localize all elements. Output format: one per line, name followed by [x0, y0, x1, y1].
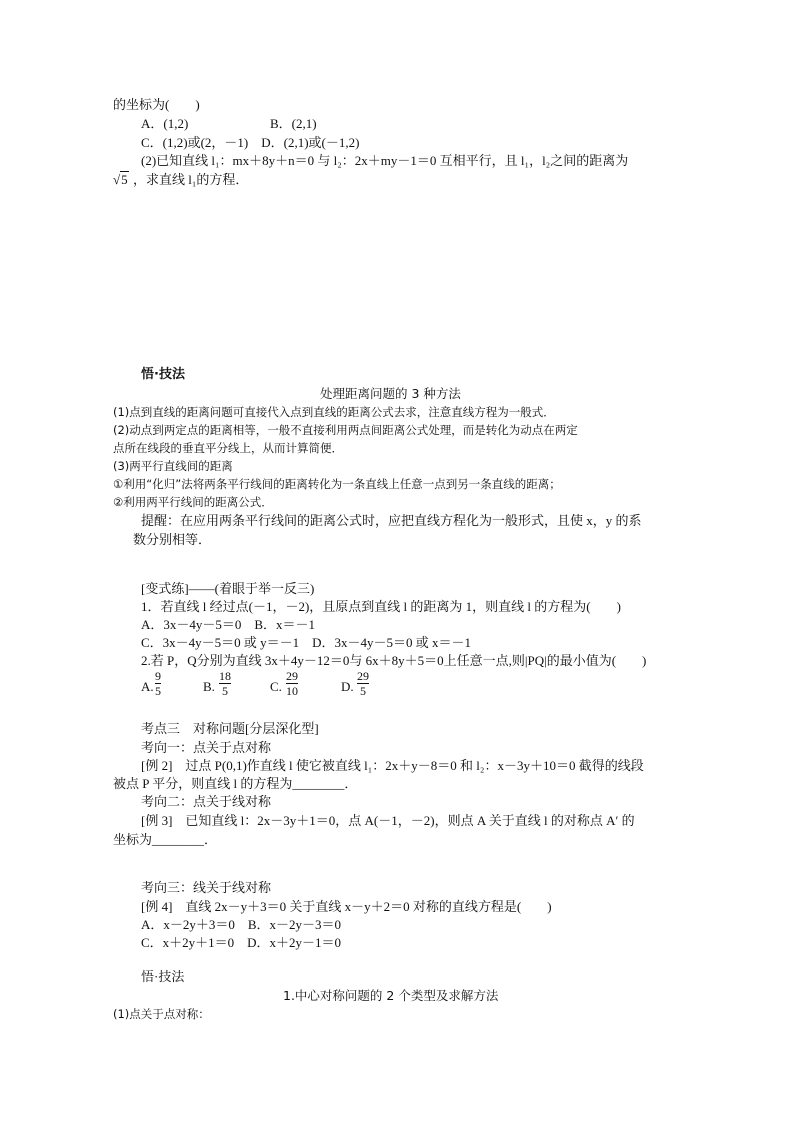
option-label: C.	[270, 679, 282, 694]
practice-q1: 1．若直线 l 经过点(－1，－2)，且原点到直线 l 的距离为 1，则直线 l 的方程为( )	[141, 599, 621, 614]
method-item-3: (3)两平行直线间的距离	[113, 459, 233, 473]
fraction-numerator: 18	[219, 669, 231, 683]
question-2-line-1: (2)已知直线 l₁：mx＋8y＋n＝0 与 l₂：2x＋my－1＝0 互相平行，且 l₁，l₂之间的距离为	[141, 153, 629, 168]
fraction-denominator: 10	[286, 684, 298, 698]
option-a: A．(1,2)	[141, 116, 189, 131]
option-label: B.	[203, 679, 215, 694]
fraction-numerator: 29	[357, 669, 369, 683]
method2-item-1: (1)点关于点对称：	[113, 1007, 210, 1021]
fraction-numerator: 29	[286, 669, 298, 683]
fraction-a	[155, 669, 161, 698]
practice-q1-options-cd: C．3x－4y－5＝0 或 y＝－1 D．3x－4y－5＝0 或 x＝－1	[141, 635, 472, 650]
fraction-denominator: 5	[360, 684, 366, 698]
section-heading: 悟·技法	[141, 367, 185, 382]
tip-line-1: 提醒：在应用两条平行线间的距离公式时，应把直线方程化为一般形式，且使 x，y 的系	[141, 513, 642, 528]
options-c-d: C．(1,2)或(2，－1) D．(2,1)或(－1,2)	[141, 135, 360, 150]
option-label: D.	[341, 679, 354, 694]
fraction-d	[357, 669, 369, 698]
method-title: 处理距离问题的 3 种方法	[320, 386, 461, 401]
option-label: A.	[141, 679, 154, 694]
example-4-options-cd: C．x＋2y＋1＝0 D．x＋2y－1＝0	[141, 935, 342, 950]
option-b: B．(2,1)	[270, 116, 317, 131]
practice-header: [变式练]——(着眼于举一反三)	[141, 581, 315, 596]
question-2-line-2: ，求直线 l₁的方程．	[133, 172, 249, 187]
practice-q2-option-d	[341, 678, 354, 696]
practice-q2-option-c	[270, 678, 282, 696]
method-item-2-cont: 点所在线段的垂直平分线上，从而计算简便．	[113, 441, 343, 455]
example-4: [例 4] 直线 2x－y＋3＝0 关于直线 x－y＋2＝0 对称的直线方程是( )	[141, 899, 552, 914]
practice-q2-option-a	[141, 678, 154, 696]
example-2-line-2: 被点 P 平分，则直线 l 的方程为________．	[113, 776, 358, 791]
example-2-line-1: [例 2] 过点 P(0,1)作直线 l 使它被直线 l₁：2x＋y－8＝0 和 l₂：x－3y＋10＝0 截得的线段	[141, 758, 644, 773]
method2-title: 1.中心对称问题的 2 个类型及求解方法	[283, 988, 499, 1003]
example-3-line-2: 坐标为________．	[113, 832, 218, 847]
practice-q1-options-ab: A．3x－4y－5＝0 B．x＝－1	[141, 617, 316, 632]
direction-3: 考向三：线关于线对称	[141, 880, 272, 895]
section-heading-2: 悟·技法	[141, 969, 185, 984]
fraction-denominator: 5	[155, 684, 161, 698]
method-item-3-a: ①利用“化归”法将两条平行线间的距离转化为一条直线上任意一点到另一条直线的距离；	[113, 477, 561, 491]
fraction-c	[286, 669, 298, 698]
fraction-numerator: 9	[155, 669, 161, 683]
method-item-1: (1)点到直线的距离问题可直接代入点到直线的距离公式去求，注意直线方程为一般式．	[113, 405, 555, 419]
question-stem-continued: 的坐标为( )	[113, 97, 200, 112]
fraction-b	[219, 669, 231, 698]
sqrt-symbol: √	[113, 172, 121, 187]
fraction-denominator: 5	[222, 684, 228, 698]
direction-2: 考向二：点关于线对称	[141, 794, 272, 809]
direction-1: 考向一：点关于点对称	[141, 740, 272, 755]
practice-q2-option-b	[203, 678, 215, 696]
example-4-options-ab: A．x－2y＋3＝0 B．x－2y－3＝0	[141, 917, 342, 932]
tip-line-2: 数分别相等．	[133, 532, 212, 547]
sqrt-radicand: 5	[121, 172, 128, 187]
example-3-line-1: [例 3] 已知直线 l：2x－3y＋1＝0，点 A(－1，－2)，则点 A 关于直线 l 的对称点 A′ 的	[141, 813, 635, 828]
method-item-2: (2)动点到两定点的距离相等，一般不直接利用两点间距离公式处理，而是转化为动点在两定	[113, 423, 578, 437]
method-item-3-b: ②利用两平行线间的距离公式．	[113, 495, 273, 509]
point3-title: 考点三 对称问题[分层深化型]	[141, 721, 319, 736]
practice-q2: 2.若 P，Q分别为直线 3x＋4y－12＝0与 6x＋8y＋5＝0上任意一点,则|PQ|的最小值为( )	[141, 653, 647, 668]
sqrt-5	[113, 171, 129, 189]
